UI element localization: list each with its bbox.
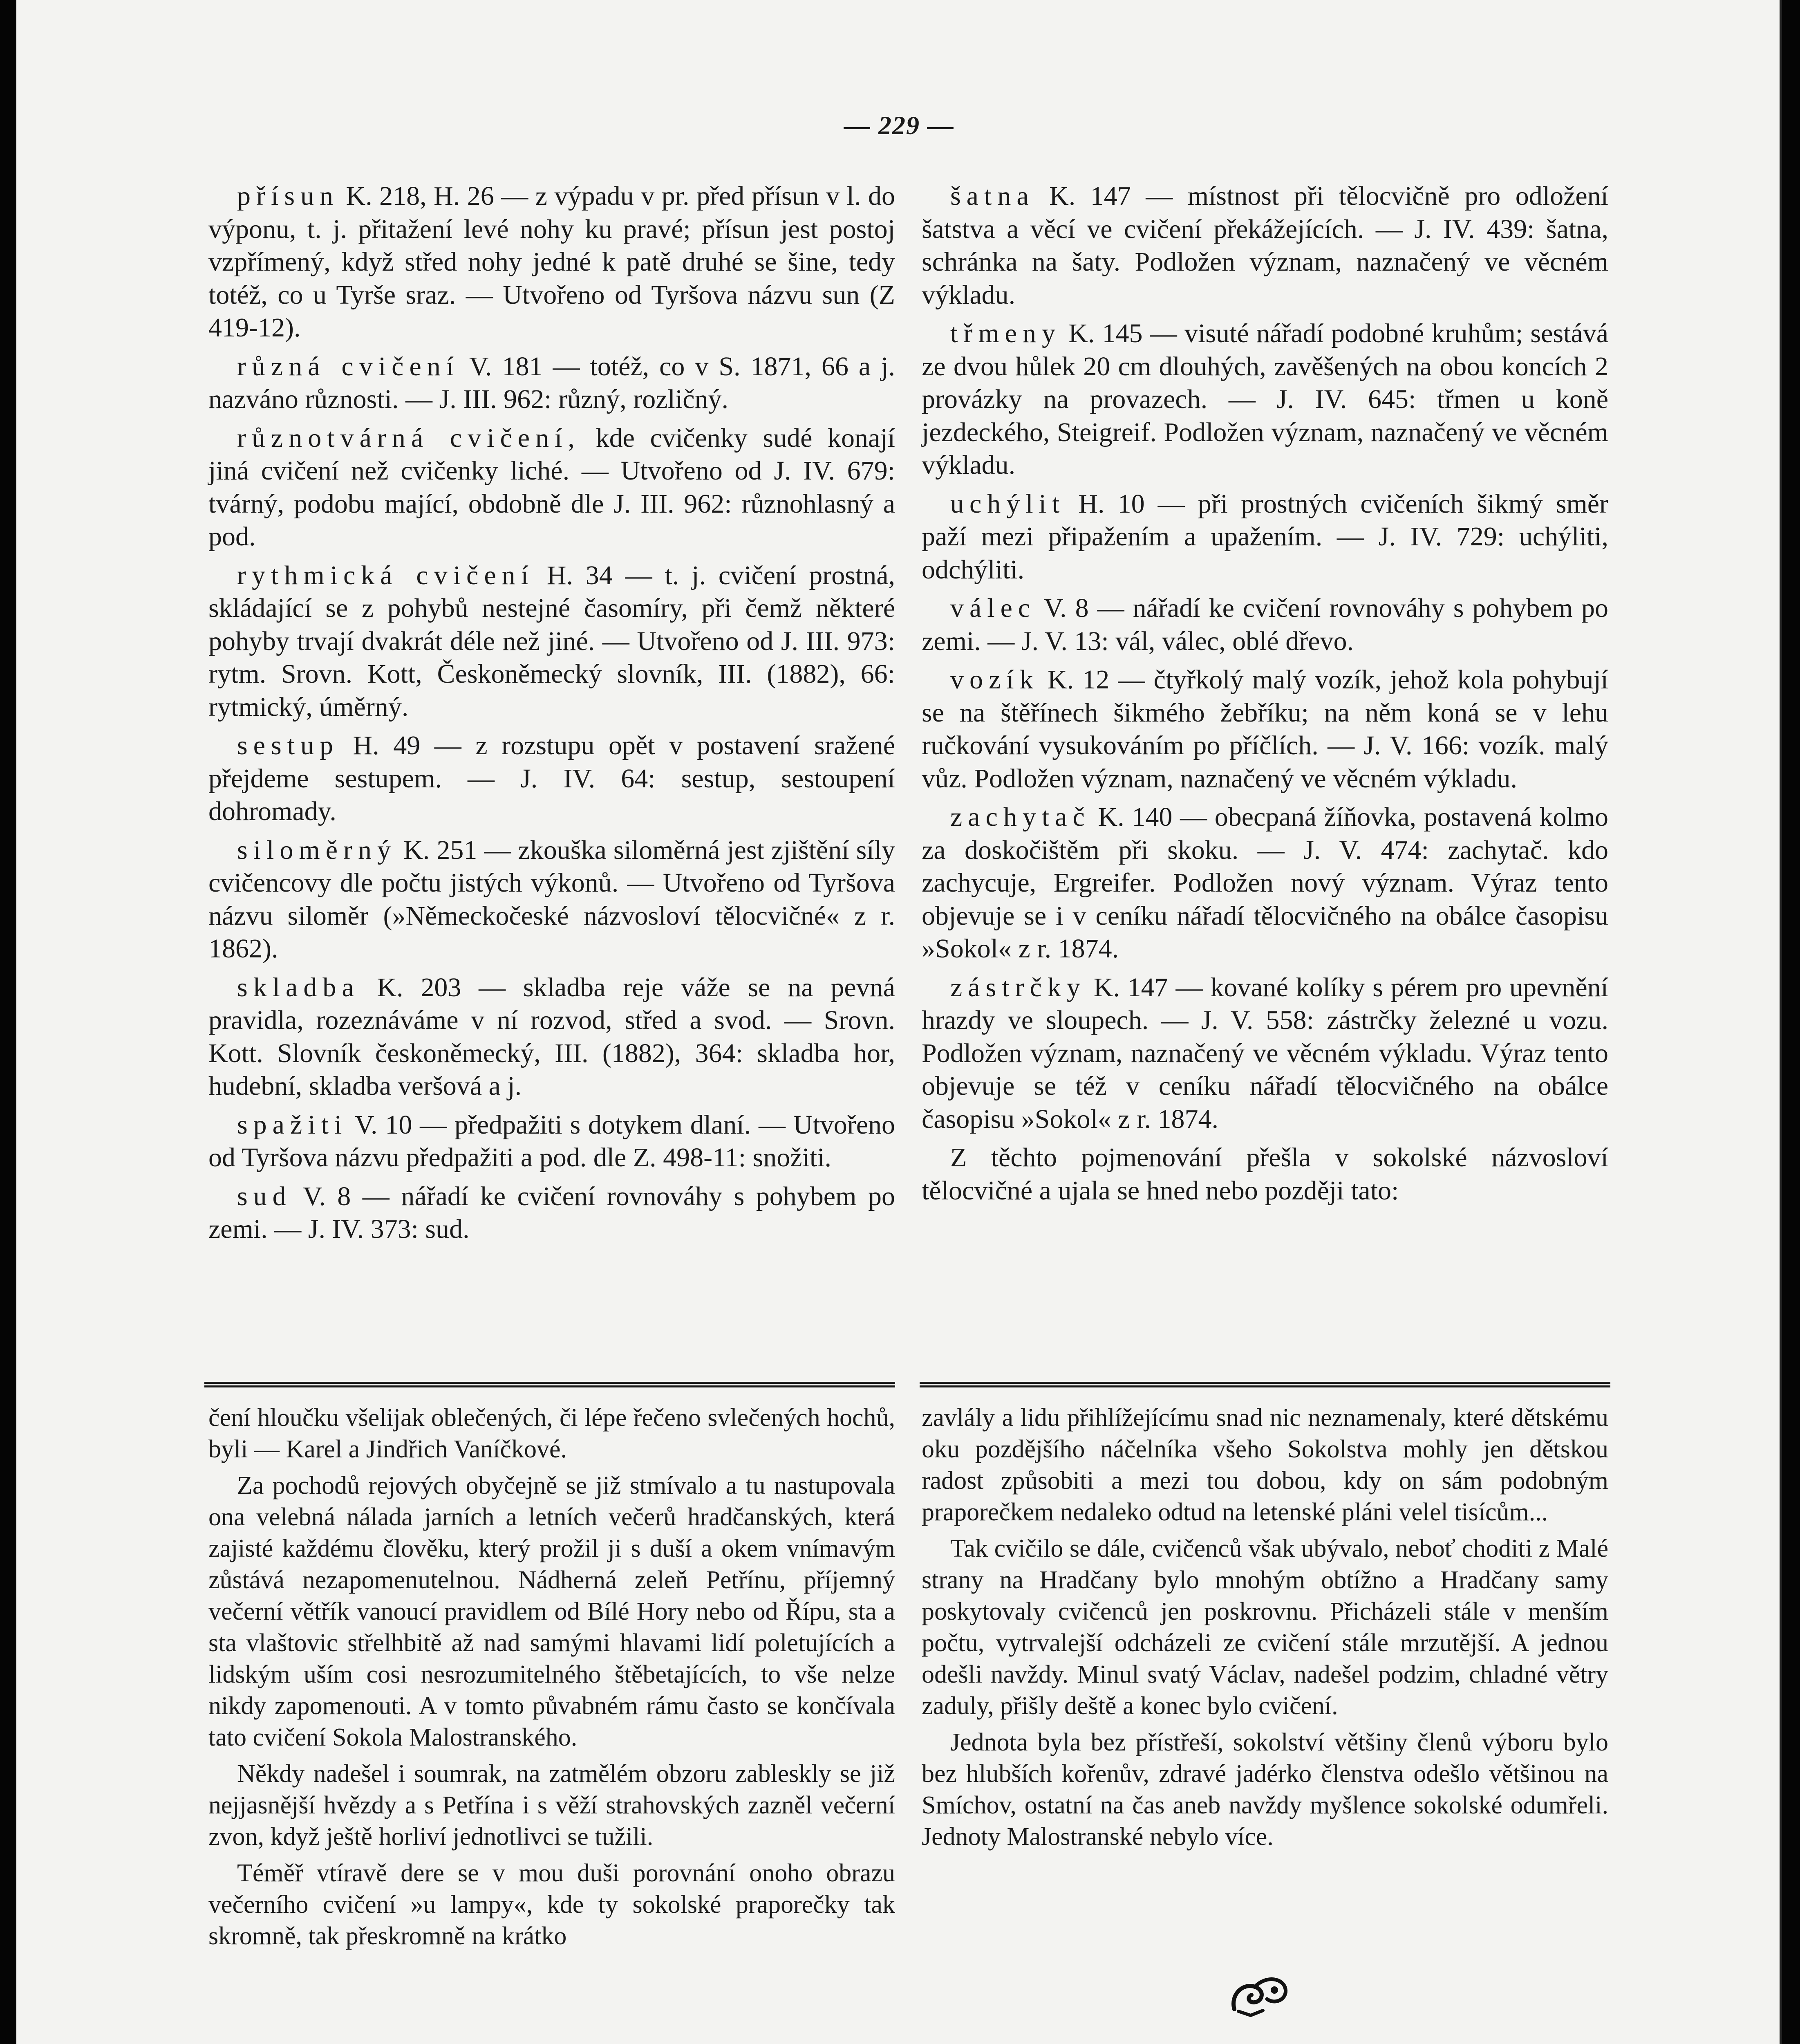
page-number: — 229 —	[844, 111, 954, 140]
narrative-right-column	[922, 1402, 1608, 1858]
entry-text: H. 34 — t. j. cvičení prostná, skládající se z pohybů nestejné časomíry, při čemž některé pohyby trvají dvakrát déle než jiné. — Utvořeno od J. III. 973: rytm. Srovn. Kott, Českoněmecký slovník, III. (1882), 66: rytmický, úměrný.	[208, 560, 896, 722]
entry-term: siloměrný	[237, 835, 396, 865]
entry-text: V. 10 — předpažiti s dotykem dlaní. — Utvořeno od Tyršova názvu předpažiti a pod. dle Z. 498-11: snožiti.	[208, 1109, 896, 1172]
glossary-entry	[208, 971, 895, 1103]
closing-paragraph: Z těchto pojmenování přešla v sokolské názvosloví tělocvičné a ujala se hned nebo později tato:	[922, 1143, 1608, 1206]
entry-term: vozík	[950, 665, 1039, 695]
glossary-entry	[208, 422, 895, 554]
narrative-left-column	[208, 1402, 895, 1957]
glossary-entry	[922, 317, 1608, 482]
glossary-entry	[208, 180, 895, 345]
glossary-entry	[922, 801, 1608, 966]
entry-term: různá cvičení	[237, 351, 460, 381]
entry-text: V. 8 — nářadí ke cvičení rovnováhy s pohybem po zemi. — J. IV. 373: sud.	[208, 1181, 895, 1244]
entry-text: K. 140 — obecpaná žíňovka, postavená kolmo za doskočištěm při skoku. — J. V. 474: zachytač. kdo zachycuje, Ergreifer. Podložen nový význam. Výraz tento objevuje se i v ceníku nářadí tělocvičného na obálce časopisu »Sokol« z r. 1874.	[922, 802, 1609, 964]
entry-term: různotvárná cvičení,	[237, 423, 580, 453]
entry-text: H. 10 — při prostných cvičeních šikmý směr paží mezi připažením a upažením. — J. IV. 729: uchýliti, odchýliti.	[922, 489, 1609, 585]
entry-text: K. 147 — kované kolíky s pérem pro upevnění hrazdy ve sloupech. — J. V. 558: zástrčky železné u vozu. Podložen význam, naznačený ve věcném výkladu. Výraz tento objevuje se též v ceníku nářadí tělocvičného na obálce časopisu »Sokol« z r. 1874.	[922, 972, 1609, 1134]
narrative-paragraph: Tak cvičilo se dále, cvičenců však ubývalo, neboť choditi z Malé strany na Hradčany bylo mnohým obtížno a Hradčany samy poskytovaly cvičenců jen poskrovnu. Přicházeli stále v menším počtu, vytrvalejší odcházeli ze cvičení stále mrzutější. A jednou odešli navždy. Minul svatý Václav, nadešel podzim, chladné větry zaduly, přišly deště a konec bylo cvičení.	[922, 1535, 1608, 1720]
glossary-entry	[208, 559, 895, 724]
glossary-entry	[922, 663, 1608, 795]
entry-term: sestup	[237, 731, 339, 760]
glossary-entry	[208, 350, 895, 416]
entry-text: K. 12 — čtyřkolý malý vozík, jehož kola pohybují se na štěřínech šikmého žebříku; na něm koná se v lehu ručkování vysukováním po příčlích. — J. V. 166: vozík. malý vůz. Podložen význam, naznačený ve věcném výkladu.	[922, 665, 1609, 793]
glossary-entry	[208, 1180, 895, 1246]
glossary-right-column	[922, 180, 1608, 1212]
narrative-paragraph: Za pochodů rejových obyčejně se již stmívalo a tu nastupovala ona velebná nálada jarních a letních večerů hradčanských, která zajisté každému člověku, který prožil ji s duší a okem vnímavým zůstává nezapomenutelnou. Nádherná zeleň Petřínu, příjemný večerní větřík vanoucí pravidlem od Bílé Hory nebo od Řípu, sta a sta vlaštovic střelhbitě až nad samými hlavami lidí poletujících a lidským uším cosi nesrozumitelného štěbetajících, to vše nelze nikdy zapomenouti. A v tomto půvabném rámu často se končívala tato cvičení Sokola Malostranského.	[208, 1472, 895, 1751]
entry-term: šatna	[950, 181, 1034, 211]
entry-text: K. 145 — visuté nářadí podobné kruhům; sestává ze dvou hůlek 20 cm dlouhých, zavěšených na obou koncích 2 provázky na provazech. — J. IV. 645: třmen u koně jezdeckého, Steigreif. Podložen význam, naznačený ve věcném výkladu.	[922, 318, 1608, 480]
glossary-entry	[922, 488, 1608, 587]
entry-term: třmeny	[950, 318, 1061, 348]
narrative-paragraph: Jednota byla bez přístřeší, sokolství většiny členů výboru bylo bez hlubších kořenův, zdravé jadérko členstva odešlo většinou na Smíchov, ostatní na čas aneb navždy myšlence sokolské odumřeli. Jednoty Malostranské nebylo více.	[922, 1728, 1608, 1851]
section-divider-left	[204, 1382, 895, 1387]
narrative-paragraph: zavlály a lidu přihlížejícímu snad nic neznamenaly, které dětskému oku pozdějšího náčelníka všeho Sokolstva mohly jen dětskou radost způsobiti a mezi tou dobou, kdy on sám podobným praporečkem nedaleko odtud na letenské pláni velel tisícům...	[922, 1404, 1608, 1526]
entry-text: K. 251 — zkouška siloměrná jest zjištění síly cvičencovy dle počtu jistých výkonů. — Utvořeno od Tyršova názvu siloměr (»Německočeské názvosloví tělocvičné« z r. 1862).	[208, 835, 896, 964]
entry-text: H. 49 — z rozstupu opět v postavení sražené přejdeme sestupem. — J. IV. 64: sestup, sestoupení dohromady.	[208, 731, 896, 826]
entry-term: rythmická cvičení	[237, 560, 534, 590]
entry-term: uchýlit	[950, 489, 1066, 519]
entry-text: kde cvičenky sudé konají jiná cvičení než cvičenky liché. — Utvořeno od J. IV. 679: tvárný, podobu mající, obdobně dle J. III. 962: různohlasný a pod.	[208, 423, 896, 551]
book-page	[16, 0, 1782, 2044]
glossary-entry	[922, 592, 1608, 658]
entry-text: V. 181 — totéž, co v S. 1871, 66 a j. nazváno různosti. — J. III. 962: různý, rozličný.	[208, 351, 896, 414]
entry-text: K. 203 — skladba reje váže se na pevná pravidla, rozeznáváme v ní rozvod, střed a svod. — Srovn. Kott. Slovník českoněmecký, III. (1882), 364: skladba hor, hudební, skladba veršová a j.	[208, 972, 896, 1101]
narrative-paragraph: Někdy nadešel i soumrak, na zatmělém obzoru zableskly se již nejjasnější hvězdy a s Petřína i s věží strahovských zazněl večerní zvon, když ještě horliví jednotlivci se tužili.	[208, 1760, 895, 1851]
entry-term: válec	[950, 593, 1036, 623]
narrative-paragraph: čení hloučku všelijak oblečených, či lépe řečeno svlečených hochů, byli — Karel a Jindřich Vaníčkové.	[208, 1404, 895, 1463]
glossary-entry	[922, 971, 1608, 1136]
narrative-paragraph: Téměř vtíravě dere se v mou duši porovnání onoho obrazu večerního cvičení »u lampy«, kde ty sokolské praporečky tak skromně, tak přeskromně na krátko	[208, 1859, 895, 1950]
entry-text: V. 8 — nářadí ke cvičení rovnováhy s pohybem po zemi. — J. V. 13: vál, válec, oblé dřevo.	[922, 593, 1608, 656]
glossary-entry	[208, 729, 895, 828]
entry-term: zachytač	[950, 802, 1090, 832]
entry-term: zástrčky	[950, 972, 1086, 1002]
entry-term: přísun	[237, 181, 339, 211]
entry-term: spažiti	[237, 1109, 348, 1140]
entry-term: skladba	[237, 972, 360, 1002]
section-divider-right	[920, 1382, 1610, 1387]
entry-text: K. 218, H. 26 — z výpadu v pr. před přísun v l. do výponu, t. j. přitažení levé nohy ku pravé; přísun jest postoj vzpřímený, když střed nohy jedné k patě druhé se šine, tedy totéž, co u Tyrše sraz. — Utvořeno od Tyršova názvu sun (Z 419-12).	[208, 181, 895, 343]
glossary-left-column	[208, 180, 895, 1252]
entry-text: K. 147 — místnost při tělocvičně pro odložení šatstva a věcí ve cvičení překážejících. — J. IV. 439: šatna, schránka na šaty. Podložen význam, naznačený ve věcném výkladu.	[922, 181, 1609, 310]
glossary-entry	[208, 834, 895, 966]
glossary-entry	[208, 1109, 895, 1174]
end-ornament-icon	[1226, 1970, 1292, 2019]
glossary-entry	[922, 180, 1608, 312]
entry-term: sud	[237, 1181, 292, 1211]
